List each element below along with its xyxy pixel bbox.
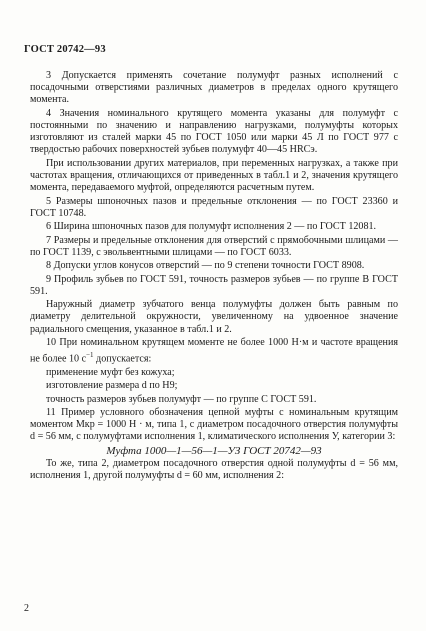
page-number: 2 (24, 603, 29, 614)
paragraph-3: 3 Допускается применять сочетание полумуфт разных исполнений с посадочными отверстиями различных диаметров в пределах одного крутящего момента. (30, 70, 398, 106)
paragraph-9: 9 Профиль зубьев по ГОСТ 591, точность размеров зубьев — по группе В ГОСТ 591. (30, 273, 398, 297)
list-item-2: изготовление размера d по Н9; (46, 380, 178, 392)
document-body (30, 70, 398, 484)
paragraph-5: 5 Размеры шпоночных пазов и предельные отклонения — по ГОСТ 23360 и ГОСТ 10748. (30, 195, 398, 219)
designation-example: Муфта 1000—1—56—1—УЗ ГОСТ 20742—93 (106, 444, 322, 457)
paragraph-8: 8 Допуски углов конусов отверстий — по 9 степени точности ГОСТ 8908. (46, 260, 365, 272)
paragraph-10-tail: допускается: (93, 353, 152, 365)
page-header: ГОСТ 20742—93 (24, 44, 106, 55)
paragraph-10-sup: −1 (86, 351, 94, 360)
paragraph-11: 11 Пример условного обозначения цепной муфты с номинальным крутящим моментом Mкр = 1000 Н · м, типа 1, с диаметром посадочного отверстия полумуфты d = 56 мм, с полумуфтами исполнения 1, климатического исполнения У, категории 3: (30, 407, 398, 443)
paragraph-other-materials: При использовании других материалов, при переменных нагрузках, а также при частотах вращения, отличающихся от приведенных в табл.1 и 2, значения крутящего момента, передаваемого муфтой, определяются расчетным путем. (30, 157, 398, 194)
list-item-3: точность размеров зубьев полумуфт — по группе С ГОСТ 591. (46, 393, 317, 405)
list-item-1: применение муфт без кожуха; (46, 366, 175, 378)
paragraph-type-2: То же, типа 2, диаметром посадочного отверстия одной полумуфты d = 56 мм, исполнения 1, другой полумуфты d = 60 мм, исполнения 2: (30, 458, 398, 482)
paragraph-10 (30, 337, 398, 366)
paragraph-7: 7 Размеры и предельные отклонения для отверстий с прямобочными шлицами — по ГОСТ 1139, с эвольвентными шлицами — по ГОСТ 6033. (30, 234, 398, 258)
paragraph-4: 4 Значения номинального крутящего момента указаны для полумуфт с постоянными по значению и направлению нагрузками, полумуфты которых изготовляют из сталей марки 45 по ГОСТ 1050 или марки 45 Л по ГОСТ 977 с твердостью рабочих поверхностей зубьев полумуфт 40—45 HRCэ. (30, 107, 398, 156)
paragraph-6: 6 Ширина шпоночных пазов для полумуфт исполнения 2 — по ГОСТ 12081. (46, 221, 377, 233)
paragraph-outer-diameter: Наружный диаметр зубчатого венца полумуфты должен быть равным по диаметру делительной окружности, увеличенному на удвоенное значение радиального смещения, указанное в табл.1 и 2. (30, 299, 398, 335)
paragraph-10-text: 10 При номинальном крутящем моменте не более 1000 Н·м и частоте вращения не более 10 с (30, 336, 398, 365)
